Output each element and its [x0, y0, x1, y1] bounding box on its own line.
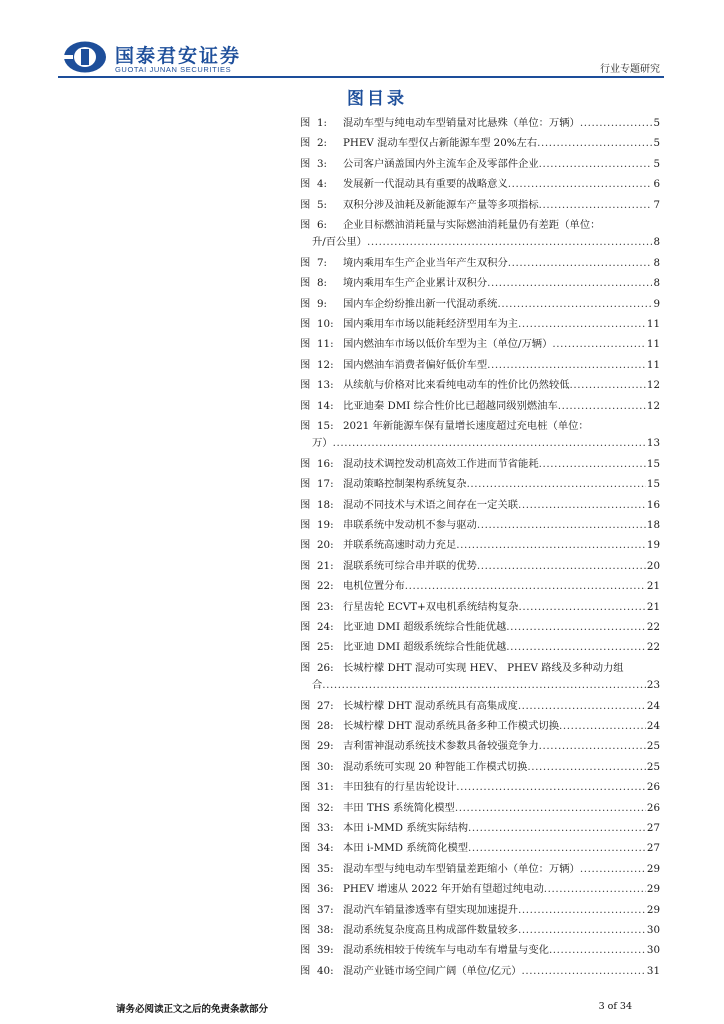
toc-entry-number: 22: [317, 580, 334, 593]
toc-dot-leader [544, 883, 646, 895]
toc-title: 图目录 [347, 89, 407, 109]
toc-dot-leader [456, 781, 646, 793]
toc-dot-leader [508, 178, 653, 190]
toc-entry-number: 34: [317, 842, 334, 855]
toc-entry-page: 29 [646, 862, 660, 875]
toc-entry-title-continued: 升/百公里） [312, 236, 367, 249]
toc-entry[interactable] [300, 860, 660, 880]
toc-entry-title: 国内车企纷纷推出新一代混动系统 [343, 297, 498, 310]
toc-fig-label: 图 [300, 903, 311, 916]
toc-fig-label: 图 [300, 178, 311, 191]
toc-dot-leader [539, 199, 653, 211]
toc-entry[interactable] [300, 758, 660, 778]
toc-dot-leader [570, 379, 646, 391]
toc-entry[interactable] [300, 697, 660, 717]
toc-entry-page: 26 [646, 801, 660, 814]
toc-entry-page: 15 [646, 457, 660, 470]
toc-fig-label: 图 [300, 720, 311, 733]
toc-fig-label: 图 [300, 399, 311, 412]
toc-fig-label: 图 [300, 559, 311, 572]
toc-entry[interactable] [300, 778, 660, 798]
toc-entry-page: 11 [646, 318, 660, 331]
toc-entry-page: 9 [653, 297, 660, 310]
toc-entry[interactable] [300, 638, 660, 658]
toc-entry-title: 比亚迪秦 DMI 综合性价比已超越同级别燃油车 [343, 399, 558, 412]
toc-dot-leader [367, 236, 652, 248]
toc-dot-leader [506, 641, 646, 653]
toc-dot-leader [477, 519, 646, 531]
toc-entry-title: 境内乘用车生产企业累计双积分 [343, 277, 488, 290]
toc-entry-number: 18: [317, 498, 334, 511]
toc-entry-title: 电机位置分布 [343, 580, 405, 593]
toc-entry-title: 国内乘用车市场以能耗经济型用车为主 [343, 318, 519, 331]
toc-entry-page: 7 [653, 198, 660, 211]
toc-entry-page: 8 [653, 277, 660, 290]
toc-dot-leader [518, 318, 646, 330]
toc-dot-leader [506, 621, 646, 633]
toc-dot-leader [518, 904, 646, 916]
toc-entry-page: 18 [646, 519, 660, 532]
toc-entry-title: 丰田独有的行星齿轮设计 [343, 781, 457, 794]
toc-entry-page: 11 [646, 338, 660, 351]
toc-entry[interactable] [300, 737, 660, 757]
toc-entry-title: 本田 i-MMD 系统简化模型 [343, 842, 469, 855]
toc-fig-label: 图 [300, 137, 311, 150]
toc-fig-label: 图 [300, 822, 311, 834]
toc-fig-label: 图 [300, 580, 311, 593]
toc-dot-leader [333, 437, 646, 449]
toc-entry[interactable] [300, 417, 660, 435]
toc-entry[interactable] [300, 274, 660, 294]
toc-entry-number: 10: [317, 318, 334, 331]
toc-entry-page: 25 [646, 760, 660, 773]
toc-entry-title: PHEV 增速从 2022 年开始有望超过纯电动 [343, 883, 544, 896]
toc-fig-label: 图 [300, 842, 311, 855]
toc-entry-title: 双积分涉及油耗及新能源车产量等多项指标 [343, 198, 539, 211]
toc-entry-page: 24 [646, 699, 660, 712]
toc-entry-page: 29 [646, 903, 660, 916]
toc-entry-title: 从续航与价格对比来看纯电动车的性价比仍然较低 [343, 379, 570, 392]
toc-entry-title: 企业目标燃油消耗量与实际燃油消耗量仍有差距（单位： [343, 218, 601, 231]
toc-dot-leader [559, 720, 646, 732]
toc-entry-page: 6 [653, 178, 660, 191]
toc-entry[interactable] [300, 335, 660, 355]
toc-entry-number: 29: [317, 740, 334, 753]
toc-dot-leader [455, 802, 646, 814]
toc-entry-page: 5 [653, 137, 660, 150]
toc-entry[interactable] [300, 577, 660, 597]
toc-entry-title-continued: 合 [312, 679, 323, 692]
toc-entry[interactable] [300, 196, 660, 216]
toc-entry[interactable] [300, 880, 660, 900]
toc-entry[interactable] [300, 659, 660, 677]
toc-entry[interactable] [300, 921, 660, 941]
toc-entry-number: 6: [317, 218, 328, 231]
toc-entry-number: 26: [317, 661, 334, 674]
logo-text-cn: 国泰君安证券 [115, 45, 242, 67]
toc-entry-page: 26 [646, 781, 660, 794]
toc-dot-leader [467, 478, 646, 490]
toc-fig-label: 图 [300, 198, 311, 211]
toc-entry-title: 2021 年新能源车保有量增长速度超过充电桩（单位： [343, 419, 589, 432]
toc-entry-page: 11 [646, 358, 660, 371]
toc-entry[interactable] [300, 134, 660, 154]
toc-entry[interactable] [300, 295, 660, 315]
toc-entry-page: 27 [646, 842, 660, 855]
toc-entry[interactable] [300, 962, 660, 982]
toc-dot-leader [468, 822, 646, 834]
toc-entry[interactable] [300, 216, 660, 234]
toc-dot-leader [558, 400, 646, 412]
toc-fig-label: 图 [300, 117, 311, 129]
toc-entry[interactable] [300, 254, 660, 274]
toc-dot-leader [537, 137, 652, 149]
toc-dot-leader [549, 944, 646, 956]
toc-entry-continuation[interactable] [300, 676, 660, 696]
toc-entry-number: 20: [317, 539, 334, 552]
toc-entry-number: 40: [317, 964, 334, 977]
toc-entry-number: 4: [317, 178, 328, 191]
footer-disclaimer: 请务必阅读正文之后的免责条款部分 [116, 1004, 269, 1015]
toc-entry-number: 25: [317, 641, 334, 654]
toc-entry-continuation[interactable] [300, 434, 660, 454]
toc-fig-label: 图 [300, 661, 311, 674]
toc-dot-leader [518, 700, 646, 712]
toc-entry-number: 5: [317, 198, 328, 211]
toc-entry-number: 36: [317, 883, 334, 896]
toc-entry[interactable] [300, 839, 660, 859]
toc-fig-label: 图 [300, 297, 311, 310]
toc-entry-number: 23: [317, 600, 334, 613]
toc-dot-leader [487, 277, 652, 289]
toc-entry-number: 17: [317, 478, 334, 491]
toc-entry-title: 本田 i-MMD 系统实际结构 [343, 822, 469, 834]
toc-entry-page: 30 [646, 944, 660, 957]
toc-fig-label: 图 [300, 740, 311, 753]
toc-entry-title: 长城柠檬 DHT 混动系统具有高集成度 [343, 699, 518, 712]
toc-entry[interactable] [300, 618, 660, 638]
toc-entry-number: 12: [317, 358, 334, 371]
toc-entry-number: 16: [317, 457, 334, 470]
toc-entry-page: 21 [646, 600, 660, 613]
toc-entry[interactable] [300, 175, 660, 195]
toc-entry-number: 11: [317, 338, 334, 351]
toc-fig-label: 图 [300, 318, 311, 331]
toc-fig-label: 图 [300, 600, 311, 613]
toc-entry-page: 31 [646, 964, 660, 977]
toc-entry[interactable] [300, 397, 660, 417]
toc-dot-leader [580, 117, 653, 129]
toc-entry-page: 5 [653, 157, 660, 170]
toc-entry[interactable] [300, 819, 660, 839]
toc-entry[interactable] [300, 155, 660, 175]
toc-entry-page: 24 [646, 720, 660, 733]
toc-entry-page: 12 [646, 399, 660, 412]
toc-entry[interactable] [300, 376, 660, 396]
toc-entry-number: 14: [317, 399, 334, 412]
toc-entry-number: 15: [317, 419, 334, 432]
toc-fig-label: 图 [300, 883, 311, 896]
toc-dot-leader [518, 924, 646, 936]
toc-fig-label: 图 [300, 781, 311, 794]
toc-fig-label: 图 [300, 419, 311, 432]
toc-entry[interactable] [300, 315, 660, 335]
toc-dot-leader [405, 580, 646, 592]
toc-entry-page: 20 [646, 559, 660, 572]
toc-fig-label: 图 [300, 277, 311, 290]
toc-dot-leader [508, 257, 653, 269]
toc-entry-title: 公司客户涵盖国内外主流车企及零部件企业 [343, 157, 539, 170]
toc-entry-page: 23 [646, 679, 660, 692]
toc-entry-title: 混动车型与纯电动车型销量差距缩小（单位：万辆） [343, 862, 580, 875]
toc-dot-leader [580, 863, 646, 875]
toc-entry-number: 21: [317, 559, 334, 572]
toc-entry-number: 13: [317, 379, 334, 392]
toc-dot-leader [539, 458, 646, 470]
toc-entry-title: 混动车型与纯电动车型销量对比悬殊（单位：万辆） [343, 117, 580, 129]
toc-entry-number: 3: [317, 157, 328, 170]
toc-entry-page: 12 [646, 379, 660, 392]
toc-dot-leader [522, 965, 646, 977]
toc-entry-number: 39: [317, 944, 334, 957]
toc-dot-leader [468, 842, 646, 854]
toc-fig-label: 图 [300, 218, 311, 231]
toc-fig-label: 图 [300, 944, 311, 957]
toc-entry-title: 混联系统可综合串并联的优势 [343, 559, 477, 572]
toc-entry-number: 35: [317, 862, 334, 875]
toc-entry-page: 8 [653, 236, 660, 249]
page-header [0, 0, 724, 80]
toc-fig-label: 图 [300, 358, 311, 371]
toc-entry-page: 15 [646, 478, 660, 491]
toc-entry-title: 混动不同技术与术语之间存在一定关联 [343, 498, 519, 511]
toc-entry-number: 33: [317, 822, 334, 834]
toc-fig-label: 图 [300, 457, 311, 470]
toc-entry-title: 混动产业链市场空间广阔（单位/亿元） [343, 964, 522, 977]
toc-entry-page: 13 [646, 437, 660, 450]
toc-entry-title: 国内燃油车消费者偏好低价车型 [343, 358, 488, 371]
toc-fig-label: 图 [300, 379, 311, 392]
toc-entry[interactable] [300, 941, 660, 961]
toc-entry-title: 混动汽车销量渗透率有望实现加速提升 [343, 903, 519, 916]
toc-dot-leader [518, 601, 645, 613]
toc-entry-number: 28: [317, 720, 334, 733]
toc-entry-page: 22 [646, 641, 660, 654]
toc-entry[interactable] [300, 475, 660, 495]
toc-entry-page: 30 [646, 923, 660, 936]
toc-entry-title: 混动技术调控发动机高效工作进而节省能耗 [343, 457, 539, 470]
logo-emblem-icon [62, 40, 108, 74]
toc-fig-label: 图 [300, 498, 311, 511]
toc-dot-leader [539, 158, 653, 170]
toc-fig-label: 图 [300, 964, 311, 977]
toc-entry-title: 长城柠檬 DHT 混动系统具备多种工作模式切换 [343, 720, 559, 733]
toc-entry-title: 串联系统中发动机不参与驱动 [343, 519, 477, 532]
toc-entry-page: 25 [646, 740, 660, 753]
toc-entry-number: 1: [317, 117, 328, 129]
toc-fig-label: 图 [300, 256, 311, 269]
toc-entry-title: 比亚迪 DMI 超级系统综合性能优越 [343, 620, 507, 633]
toc-entry-title: 比亚迪 DMI 超级系统综合性能优越 [343, 641, 507, 654]
toc-entry[interactable] [300, 455, 660, 475]
toc-entry[interactable] [300, 536, 660, 556]
toc-entry-number: 24: [317, 620, 334, 633]
toc-entry-title: 混动系统相较于传统车与电动车有增量与变化 [343, 944, 549, 957]
toc-entry[interactable] [300, 799, 660, 819]
toc-entry-number: 19: [317, 519, 334, 532]
toc-fig-label: 图 [300, 620, 311, 633]
toc-dot-leader [322, 679, 646, 691]
toc-entry-page: 16 [646, 498, 660, 511]
toc-entry-number: 32: [317, 801, 334, 814]
toc-entry-title-continued: 万） [312, 437, 333, 450]
toc-entry[interactable] [300, 598, 660, 618]
toc-entry-page: 22 [646, 620, 660, 633]
toc-entry-number: 38: [317, 923, 334, 936]
header-divider [58, 76, 664, 78]
toc-entry-page: 29 [646, 883, 660, 896]
company-logo [62, 40, 262, 74]
toc-entry[interactable] [300, 717, 660, 737]
toc-fig-label: 图 [300, 760, 311, 773]
toc-entry-number: 7: [317, 256, 328, 269]
toc-entry-number: 31: [317, 781, 334, 794]
toc-dot-leader [527, 761, 645, 773]
toc-fig-label: 图 [300, 338, 311, 351]
toc-fig-label: 图 [300, 478, 311, 491]
figure-toc-list [300, 114, 660, 982]
toc-entry-title: 吉利雷神混动系统技术参数具备较强竞争力 [343, 740, 539, 753]
toc-fig-label: 图 [300, 539, 311, 552]
toc-dot-leader [487, 359, 646, 371]
toc-fig-label: 图 [300, 923, 311, 936]
toc-entry-title: 混动策略控制架构系统复杂 [343, 478, 467, 491]
toc-entry-title: 混动系统可实现 20 种智能工作模式切换 [343, 760, 528, 773]
toc-entry-number: 8: [317, 277, 328, 290]
toc-entry[interactable] [300, 901, 660, 921]
toc-entry-title: 丰田 THS 系统简化模型 [343, 801, 455, 814]
toc-entry-number: 30: [317, 760, 334, 773]
toc-entry[interactable] [300, 496, 660, 516]
toc-dot-leader [539, 740, 646, 752]
toc-entry[interactable] [300, 114, 660, 134]
toc-entry-number: 27: [317, 699, 334, 712]
toc-fig-label: 图 [300, 801, 311, 814]
toc-entry-title: 国内燃油车市场以低价车型为主（单位/万辆） [343, 338, 553, 351]
toc-fig-label: 图 [300, 641, 311, 654]
toc-entry-page: 8 [653, 256, 660, 269]
toc-entry-title: 并联系统高速时动力充足 [343, 539, 457, 552]
footer-page-number: 3 of 34 [598, 1001, 632, 1012]
logo-text-en: GUOTAI JUNAN SECURITIES [115, 65, 232, 74]
toc-entry-number: 37: [317, 903, 334, 916]
toc-entry[interactable] [300, 356, 660, 376]
report-type-label: 行业专题研究 [600, 64, 660, 75]
toc-entry-continuation[interactable] [300, 233, 660, 253]
toc-entry-title: 行星齿轮 ECVT+双电机系统结构复杂 [343, 600, 519, 613]
toc-dot-leader [456, 539, 646, 551]
toc-entry-page: 19 [646, 539, 660, 552]
toc-dot-leader [552, 338, 645, 350]
toc-entry-page: 27 [646, 822, 660, 834]
toc-dot-leader [518, 499, 646, 511]
toc-dot-leader [477, 560, 646, 572]
toc-fig-label: 图 [300, 699, 311, 712]
toc-entry-title: 境内乘用车生产企业当年产生双积分 [343, 256, 508, 269]
toc-entry-title: 长城柠檬 DHT 混动可实现 HEV、 PHEV 路线及多种动力组 [343, 661, 624, 674]
toc-fig-label: 图 [300, 519, 311, 532]
toc-entry-title: 混动系统复杂度高且构成部件数量较多 [343, 923, 519, 936]
toc-fig-label: 图 [300, 862, 311, 875]
toc-entry-page: 21 [646, 580, 660, 593]
toc-entry[interactable] [300, 516, 660, 536]
toc-dot-leader [497, 298, 652, 310]
toc-entry[interactable] [300, 557, 660, 577]
toc-entry-number: 2: [317, 137, 328, 150]
toc-entry-title: PHEV 混动车型仅占新能源车型 20%左右 [343, 137, 538, 150]
toc-entry-page: 5 [653, 117, 660, 129]
toc-entry-title: 发展新一代混动具有重要的战略意义 [343, 178, 508, 191]
toc-fig-label: 图 [300, 157, 311, 170]
toc-entry-number: 9: [317, 297, 328, 310]
